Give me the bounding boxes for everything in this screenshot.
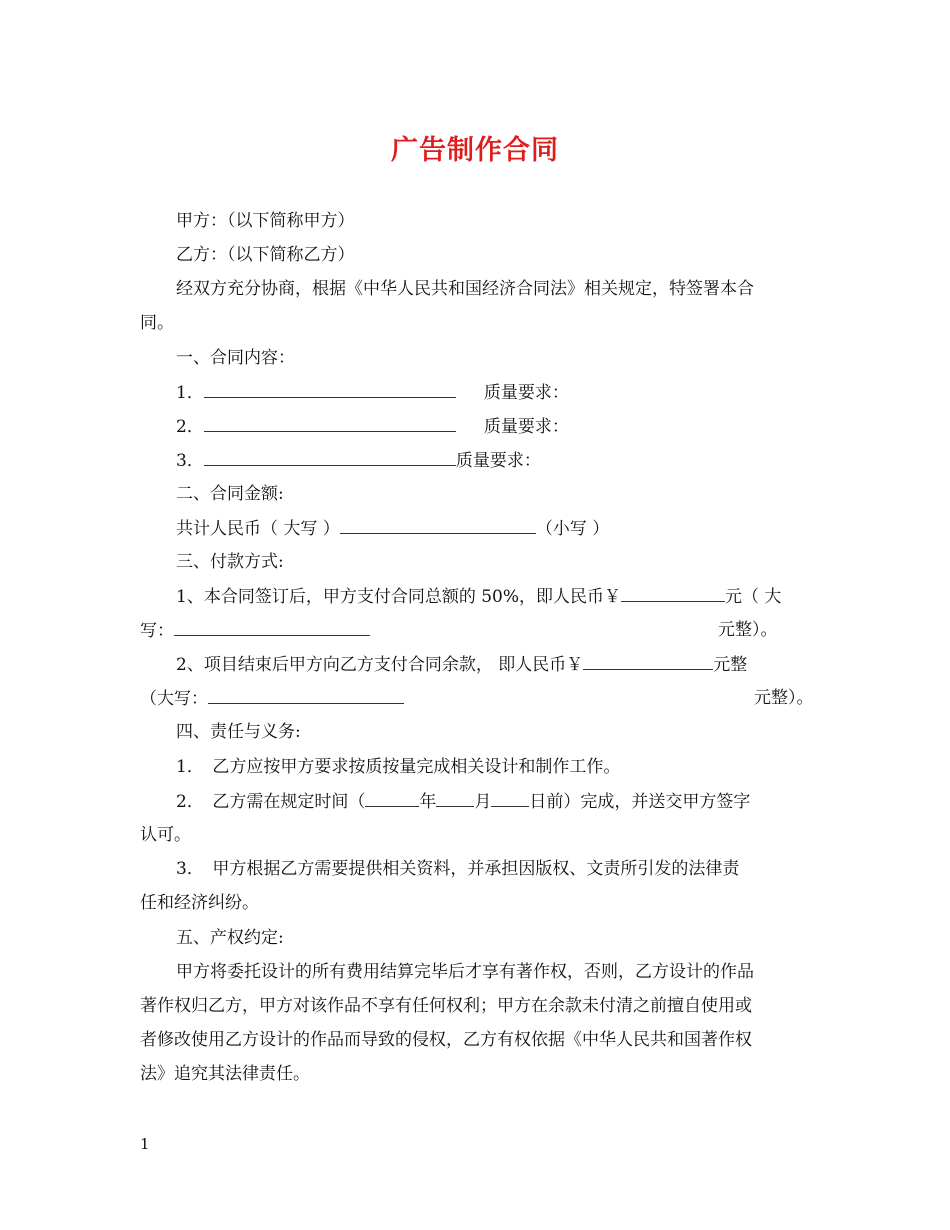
payment-2-yuan: 元整）。 bbox=[754, 688, 814, 708]
ip-line-1: 甲方将委托设计的所有费用结算完毕后才享有著作权，否则，乙方设计的作品 bbox=[176, 962, 754, 982]
payment-2-capital-label: （大写： bbox=[140, 689, 208, 709]
payment-1-text: 1、本合同签订后，甲方支付合同总额的 50%，即人民币￥ bbox=[176, 587, 622, 607]
blank-line bbox=[204, 415, 456, 432]
page-number: 1 bbox=[140, 1135, 150, 1153]
item-number: 1． bbox=[176, 383, 204, 403]
ip-line-4: 法》追究其法律责任。 bbox=[140, 1064, 310, 1084]
blank-line bbox=[340, 517, 536, 534]
item-number: 2． bbox=[176, 417, 204, 437]
amount-capital-label: 共计人民币（ 大写 ） bbox=[176, 519, 340, 539]
blank-line bbox=[621, 585, 725, 602]
content-item-3 bbox=[176, 449, 541, 472]
content-item-2 bbox=[176, 415, 569, 438]
duty-2-text: 2． 乙方需在规定时间（ bbox=[176, 792, 366, 812]
payment-2-text: 2、项目结束后甲方向乙方支付合同余款， 即人民币￥ bbox=[176, 655, 584, 675]
ip-line-2: 著作权归乙方，甲方对该作品不享有任何权利；甲方在余款未付清之前擅自使用或 bbox=[140, 996, 752, 1016]
amount-line bbox=[176, 517, 609, 540]
section-1-heading: 一、合同内容： bbox=[176, 348, 295, 368]
duty-2-line-2: 认可。 bbox=[140, 825, 191, 845]
payment-1-line-2 bbox=[140, 619, 370, 642]
blank-line bbox=[204, 449, 456, 466]
blank-line bbox=[208, 687, 404, 704]
duty-2-tail: 日前）完成，并送交甲方签字 bbox=[529, 792, 751, 812]
payment-2-line-1 bbox=[176, 653, 747, 676]
quality-label: 质量要求： bbox=[483, 383, 569, 403]
content-item-1 bbox=[176, 381, 569, 404]
duty-3-line-1: 3． 甲方根据乙方需要提供相关资料，并承担因版权、文责所引发的法律责 bbox=[176, 859, 740, 879]
intro-line-1: 经双方充分协商，根据《中华人民共和国经济合同法》相关规定，特签署本合 bbox=[176, 279, 754, 299]
party-b-line: 乙方：（以下简称乙方） bbox=[176, 245, 355, 265]
payment-1-yuan: 元整）。 bbox=[718, 620, 778, 640]
payment-1-unit: 元（ 大 bbox=[725, 587, 782, 607]
month-label: 月 bbox=[474, 792, 492, 812]
duty-3-line-2: 任和经济纠纷。 bbox=[140, 893, 259, 913]
section-5-heading: 五、产权约定: bbox=[176, 928, 284, 948]
year-label: 年 bbox=[419, 792, 437, 812]
duty-1: 1． 乙方应按甲方要求按质按量完成相关设计和制作工作。 bbox=[176, 757, 621, 777]
blank-line bbox=[436, 790, 474, 807]
intro-line-2: 同。 bbox=[140, 313, 174, 333]
document-title: 广告制作合同 bbox=[391, 135, 559, 166]
ip-line-3: 者修改使用乙方设计的作品而导致的侵权，乙方有权依据《中华人民共和国著作权 bbox=[140, 1030, 752, 1050]
section-3-heading: 三、付款方式: bbox=[176, 552, 284, 572]
blank-line bbox=[491, 790, 529, 807]
item-number: 3． bbox=[176, 451, 204, 471]
blank-line bbox=[174, 619, 370, 636]
duty-2-line-1 bbox=[176, 790, 750, 813]
amount-small-label: （小写 ） bbox=[535, 519, 610, 539]
blank-line bbox=[204, 381, 456, 398]
section-2-heading: 二、合同金额: bbox=[176, 484, 284, 504]
payment-2-unit: 元整 bbox=[713, 655, 748, 675]
party-a-line: 甲方：（以下简称甲方） bbox=[176, 211, 355, 231]
payment-1-line-1 bbox=[176, 585, 781, 608]
payment-2-line-2 bbox=[140, 687, 404, 710]
blank-line bbox=[365, 790, 419, 807]
quality-label: 质量要求： bbox=[455, 451, 541, 471]
blank-line bbox=[583, 653, 713, 670]
quality-label: 质量要求： bbox=[483, 417, 569, 437]
section-4-heading: 四、责任与义务: bbox=[176, 722, 301, 742]
payment-1-capital-label: 写： bbox=[140, 621, 174, 641]
